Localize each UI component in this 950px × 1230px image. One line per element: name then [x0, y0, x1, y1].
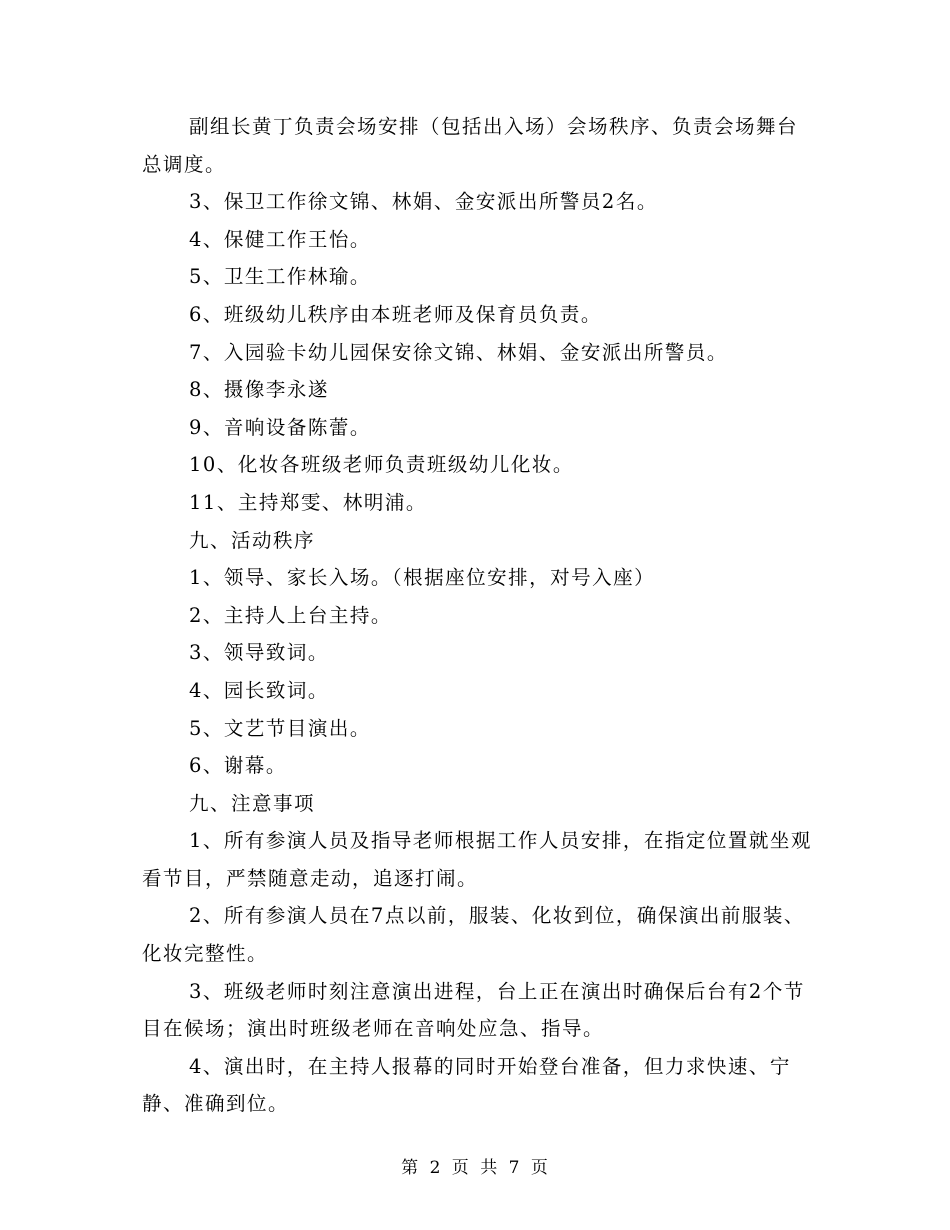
paragraph: 10、化妆各班级老师负责班级幼儿化妆。 [189, 453, 574, 477]
paragraph: 7、入园验卡幼儿园保安徐文锦、林娟、金安派出所警员。 [189, 340, 728, 364]
paragraph: 3、保卫工作徐文锦、林娟、金安派出所警员2名。 [189, 190, 658, 214]
paragraph: 4、演出时，在主持人报幕的同时开始登台准备，但力求快速、宁静、准确到位。 [142, 1054, 791, 1116]
section-heading: 九、注意事项 [189, 791, 316, 815]
paragraph: 9、音响设备陈蕾。 [189, 415, 371, 439]
paragraph: 1、所有参演人员及指导老师根据工作人员安排，在指定位置就坐观看节目，严禁随意走动，追逐打闹。 [142, 829, 812, 890]
paragraph: 2、主持人上台主持。 [189, 603, 392, 627]
paragraph: 5、卫生工作林瑜。 [189, 265, 371, 289]
paragraph: 6、谢幕。 [189, 754, 287, 778]
paragraph: 11、主持郑雯、林明浦。 [189, 490, 427, 514]
paragraph: 3、领导致词。 [189, 641, 329, 665]
paragraph: 副组长黄丁负责会场安排（包括出入场）会场秩序、负责会场舞台总调度。 [142, 115, 799, 176]
paragraph: 3、班级老师时刻注意演出进程，台上正在演出时确保后台有2个节目在候场；演出时班级老师在音响处应急、指导。 [142, 979, 805, 1041]
page-footer: 第 2 页 共 7 页 [401, 1158, 549, 1178]
paragraph: 6、班级幼儿秩序由本班老师及保育员负责。 [189, 302, 602, 326]
paragraph: 5、文艺节目演出。 [189, 716, 371, 740]
paragraph: 4、保健工作王怡。 [189, 227, 371, 251]
paragraph: 1、领导、家长入场。（根据座位安排，对号入座） [189, 566, 656, 590]
paragraph: 2、所有参演人员在7点以前，服装、化妆到位，确保演出前服装、化妆完整性。 [142, 904, 805, 966]
section-heading: 九、活动秩序 [189, 528, 316, 552]
document-body [142, 108, 812, 1123]
paragraph: 8、摄像李永遂 [189, 378, 329, 402]
paragraph: 4、园长致词。 [189, 678, 329, 702]
